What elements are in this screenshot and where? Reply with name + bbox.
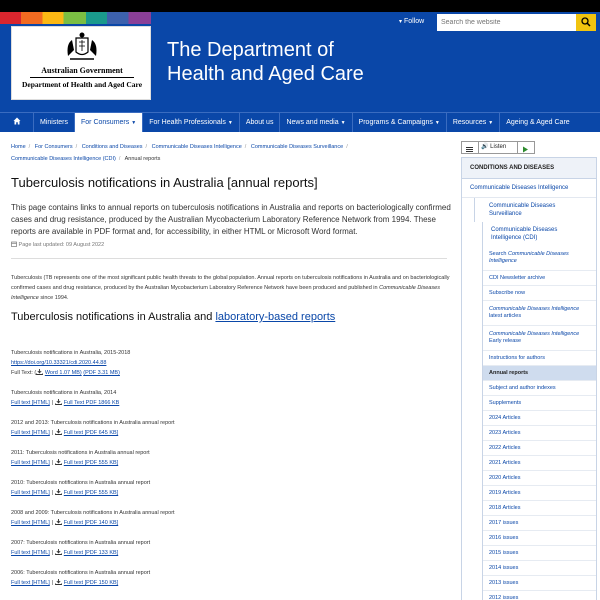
listen-button[interactable] (479, 142, 518, 153)
nav-home[interactable] (0, 113, 34, 132)
department-title[interactable] (167, 38, 364, 86)
fulltext-label: Full Text: (11, 370, 33, 376)
sidebar-item-2016[interactable] (483, 531, 596, 546)
department-title-line2: Health and Aged Care (167, 63, 364, 85)
sidebar-heading: CONDITIONS AND DISEASES (462, 158, 596, 179)
a2019-label: 2019 Articles (489, 489, 521, 496)
i2012-label: 2012 issues (489, 594, 519, 600)
menu-icon (462, 144, 477, 155)
pdf-link[interactable]: Full text [PDF 150 KB] (63, 580, 119, 586)
download-icon (55, 519, 62, 525)
latest-suffix: latest articles (489, 313, 522, 319)
link-separator: | (51, 580, 54, 586)
report-title: 2011: Tuberculosis notifications in Australia annual report (11, 450, 150, 456)
subject-label: Subject and author indexes (489, 384, 556, 391)
department-title-line1: The Department of (167, 39, 334, 61)
report-item: Tuberculosis notifications in Australia, 2015-2018 https://doi.org/10.33321/cdi.2020.44.88 Full Text: ( Word 1.07 MB) (PDF 3.31 MB) (11, 350, 131, 376)
a2021-label: 2021 Articles (489, 459, 521, 466)
link-separator: | (51, 430, 54, 436)
breadcrumb-cdi-full[interactable]: Communicable Diseases Intelligence (CDI) (11, 156, 116, 162)
nav-health-professionals-label: For Health Professionals (149, 119, 226, 126)
lab-reports-link[interactable]: laboratory-based reports (215, 311, 336, 323)
play-button[interactable] (518, 142, 534, 153)
caret-down-icon: ▼ (434, 120, 440, 126)
nav-programs-campaigns[interactable] (353, 113, 447, 132)
nav-programs-campaigns-label: Programs & Campaigns (358, 119, 433, 126)
speaker-icon: 🔊 (481, 144, 489, 150)
search-cdi-italic: Communicable Diseases Intelligence (489, 251, 569, 264)
page-updated (11, 241, 104, 248)
pdf-link[interactable]: Full text [PDF 133 KB] (63, 550, 119, 556)
breadcrumb-home[interactable]: Home (11, 144, 26, 150)
a2018-label: 2018 Articles (489, 504, 521, 511)
report-item (11, 538, 150, 558)
breadcrumb-annual-reports: Annual reports (124, 156, 161, 162)
search-input[interactable] (437, 14, 577, 31)
nav-for-consumers-label: For Consumers (81, 119, 130, 126)
sidebar-item-2023[interactable] (483, 426, 596, 441)
content-divider (11, 258, 447, 259)
report-title: 2007: Tuberculosis notifications in Australia annual report (11, 540, 151, 546)
gov-logo[interactable] (11, 26, 151, 100)
search-prefix: Search (489, 251, 508, 257)
sidebar-item-cdi-full[interactable]: Communicable Diseases Intelligence (CDI) (482, 222, 596, 246)
sidebar-item-search[interactable] (483, 246, 596, 271)
link-separator: | (51, 520, 54, 526)
nav-about-us[interactable] (240, 113, 281, 132)
report-title: 2012 and 2013: Tuberculosis notifications in Australia annual report (11, 420, 175, 426)
report-title: Tuberculosis notifications in Australia, 2015-2018 (11, 350, 131, 356)
word-link[interactable]: Word 1.07 MB) (44, 370, 82, 376)
i2017-label: 2017 issues (489, 519, 519, 526)
sidebar-item-2021[interactable] (483, 456, 596, 471)
breadcrumb-for-consumers[interactable]: For Consumers (34, 144, 73, 150)
supplements-label: Supplements (489, 399, 522, 406)
latest-cdi-italic: Communicable Diseases Intelligence (489, 306, 580, 312)
breadcrumb-separator: / (118, 156, 121, 162)
breadcrumb-conditions[interactable]: Conditions and Diseases (81, 144, 143, 150)
nav-ageing-aged-care-label: Ageing & Aged Care (506, 119, 570, 126)
search-icon (581, 17, 591, 27)
breadcrumb-separator: / (346, 144, 348, 150)
html-link[interactable]: Full text [HTML] (11, 460, 50, 466)
listen-label: Listen (490, 144, 507, 150)
follow-button[interactable] (399, 18, 424, 25)
sidebar-item-2018[interactable] (483, 501, 596, 516)
nav-news-media-label: News and media (286, 119, 339, 126)
tb-description-text: Tuberculosis (TB represents one of the most significant public health threats to the global population. Annual reports on tuberculosis notifications in Australia and on bacteriologically confirmed cases and drug resistance, produced by the Australian Mycobacterium Laboratory Reference Network have been produced and published in (11, 275, 450, 291)
sidebar-item-latest[interactable] (483, 301, 596, 326)
download-icon (55, 489, 62, 495)
chevron-down-icon: ▾ (399, 19, 403, 25)
instructions-label: Instructions for authors (489, 354, 545, 361)
pdf-link[interactable]: (PDF 3.31 MB) (83, 370, 120, 376)
i2016-label: 2016 issues (489, 534, 519, 541)
early-cdi-italic: Communicable Diseases Intelligence (489, 331, 580, 337)
html-link[interactable]: Full text [HTML] (11, 490, 50, 496)
i2014-label: 2014 issues (489, 564, 519, 571)
download-icon (55, 459, 62, 465)
doi-link[interactable]: https://doi.org/10.33321/cdi.2020.44.88 (11, 360, 107, 366)
sidebar-item-2019[interactable] (483, 486, 596, 501)
a2022-label: 2022 Articles (489, 444, 521, 451)
sidebar-item-surveillance[interactable]: Communicable Diseases Surveillance (474, 198, 596, 222)
report-title: 2006: Tuberculosis notifications in Australia annual report (11, 570, 151, 576)
nav-for-consumers[interactable] (75, 113, 143, 132)
play-icon (518, 144, 532, 155)
pdf-link[interactable]: Full Text PDF 1866 KB (63, 400, 120, 406)
sidebar-item-subscribe[interactable] (483, 286, 596, 301)
intro-paragraph: This page contains links to annual reports on tuberculosis notifications in Australia and reports on bacteriologically confirmed cases and drug resistance, produced by the Australian Mycobacterium Laboratory Reference Network from 1994. These reports are available in PDF format and, for accessibility, in either HTML or Microsoft Word format. (11, 203, 451, 236)
link-separator: | (51, 550, 54, 556)
pdf-link[interactable]: Full text [PDF 645 KB] (63, 430, 119, 436)
caret-down-icon: ▼ (227, 120, 233, 126)
link-separator: | (51, 460, 54, 466)
html-link[interactable]: Full text [HTML] (11, 400, 50, 406)
report-item (11, 418, 175, 438)
sidebar-item-2015[interactable] (483, 546, 596, 561)
report-title: Tuberculosis notifications in Australia, 2014 (11, 390, 117, 396)
link-separator: | (51, 490, 54, 496)
link-separator: | (51, 400, 54, 406)
pdf-link[interactable]: Full text [PDF 555 KB] (63, 460, 119, 466)
sidebar-item-early-release[interactable] (483, 326, 596, 351)
sidebar-item-annual-reports[interactable] (483, 366, 596, 381)
caret-down-icon: ▼ (340, 120, 346, 126)
nav-resources-label: Resources (452, 119, 487, 126)
section-heading (11, 311, 335, 323)
report-item (11, 448, 150, 468)
breadcrumb-separator: / (145, 144, 148, 150)
nav-resources[interactable] (447, 113, 500, 132)
tb-description-end: since 1994. (38, 295, 69, 301)
logo-text-gov: Australian Government (41, 66, 123, 75)
page-title: Tuberculosis notifications in Australia [annual reports] (11, 175, 318, 190)
caret-down-icon: ▼ (131, 120, 137, 126)
breadcrumb-cdi[interactable]: Communicable Diseases Intelligence (151, 144, 242, 150)
sidebar-item-indexes[interactable] (483, 381, 596, 396)
report-item (11, 478, 150, 498)
calendar-icon (11, 241, 17, 247)
cdi-italic: Communicable Diseases Intelligence (11, 285, 440, 301)
breadcrumb-surveillance[interactable]: Communicable Diseases Surveillance (250, 144, 344, 150)
html-link[interactable]: Full text [HTML] (11, 550, 50, 556)
nav-ministers-label: Ministers (40, 119, 69, 126)
report-item (11, 388, 119, 408)
coat-of-arms-icon (62, 30, 102, 64)
search-button[interactable] (576, 14, 596, 31)
newsletter-label: CDI Newsletter archive (489, 274, 546, 281)
sidebar-item-2012[interactable] (483, 591, 596, 600)
html-link[interactable]: Full text [HTML] (11, 580, 50, 586)
a2024-label: 2024 Articles (489, 414, 521, 421)
sidebar-item-2013[interactable] (483, 576, 596, 591)
site-header (0, 12, 600, 112)
sidebar-item-supplements[interactable] (483, 396, 596, 411)
sidebar-item-cdi[interactable]: Communicable Diseases Intelligence (462, 179, 596, 198)
breadcrumb-separator: / (28, 144, 31, 150)
html-link[interactable]: Full text [HTML] (11, 520, 50, 526)
nav-about-us-label: About us (245, 119, 274, 126)
sidebar-item-2022[interactable] (483, 441, 596, 456)
listen-widget (461, 141, 535, 154)
breadcrumb (11, 141, 451, 165)
subscribe-label: Subscribe now (489, 289, 526, 296)
sidebar-item-2017[interactable] (483, 516, 596, 531)
breadcrumb-separator: / (244, 144, 247, 150)
home-icon (13, 117, 21, 125)
report-title: 2008 and 2009: Tuberculosis notifications in Australia annual report (11, 510, 175, 516)
sidebar-item-2014[interactable] (483, 561, 596, 576)
page-updated-text: Page last updated: 09 August 2022 (18, 242, 105, 248)
pdf-link[interactable]: Full text [PDF 140 KB] (63, 520, 119, 526)
listen-menu-button[interactable] (462, 142, 479, 153)
annual-label: Annual reports (489, 369, 529, 376)
sidebar-item-newsletter[interactable] (483, 271, 596, 286)
i2015-label: 2015 issues (489, 549, 519, 556)
sidebar-item-instructions[interactable] (483, 351, 596, 366)
download-icon (36, 369, 43, 375)
nav-health-professionals[interactable] (143, 113, 240, 132)
nav-news-media[interactable] (280, 113, 352, 132)
nav-ministers[interactable] (34, 113, 75, 132)
report-item (11, 508, 175, 528)
report-title: 2010: Tuberculosis notifications in Australia annual report (11, 480, 151, 486)
download-icon (55, 549, 62, 555)
breadcrumb-separator: / (75, 144, 78, 150)
top-black-bar (0, 0, 600, 12)
download-icon (55, 429, 62, 435)
nav-ageing-aged-care[interactable] (500, 113, 575, 132)
report-item (11, 568, 150, 588)
early-suffix: Early release (489, 338, 522, 344)
follow-label: Follow (403, 18, 425, 25)
main-nav (0, 112, 600, 132)
html-link[interactable]: Full text [HTML] (11, 430, 50, 436)
download-icon (55, 579, 62, 585)
sidebar-item-2020[interactable] (483, 471, 596, 486)
section-heading-text: Tuberculosis notifications in Australia and (11, 311, 216, 323)
caret-down-icon: ▼ (488, 120, 494, 126)
sidebar-sublist (482, 246, 596, 600)
a2023-label: 2023 Articles (489, 429, 521, 436)
a2020-label: 2020 Articles (489, 474, 521, 481)
rainbow-stripe (0, 12, 151, 24)
tb-description (11, 273, 451, 303)
logo-rule (30, 77, 134, 78)
logo-text-dept: Department of Health and Aged Care (21, 80, 143, 89)
sidebar-nav (461, 157, 597, 600)
i2013-label: 2013 issues (489, 579, 519, 586)
download-icon (55, 399, 62, 405)
pdf-link[interactable]: Full text [PDF 555 KB] (63, 490, 119, 496)
sidebar-item-2024[interactable] (483, 411, 596, 426)
